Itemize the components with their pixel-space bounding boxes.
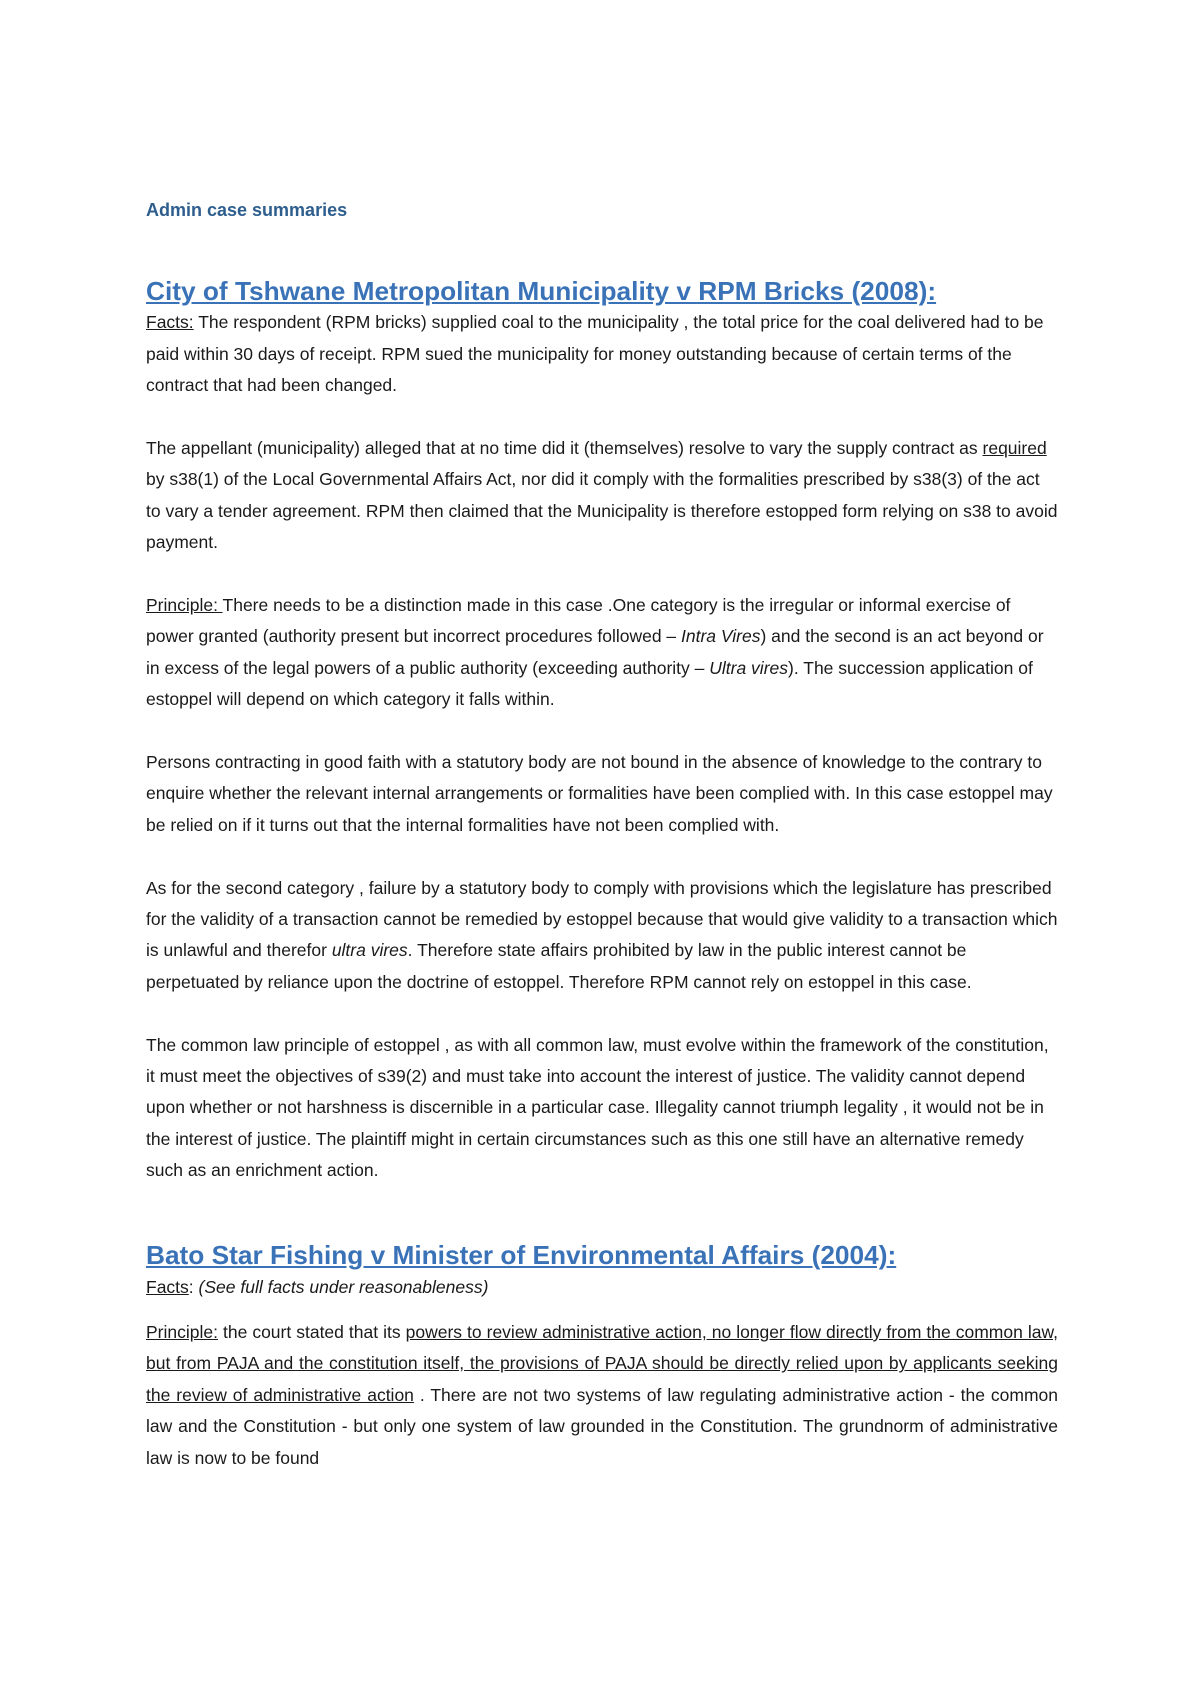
document-title: Admin case summaries <box>146 200 348 220</box>
paragraph-good-faith: Persons contracting in good faith with a statutory body are not bound in the absence of knowledge to the contrary to enquire whether the relevant internal arrangements or formalities have been complied with. In this case estoppel may be relied on if it turns out that the internal formalities have not been complied with. <box>146 752 1053 835</box>
paragraph-second-category <box>146 873 1058 999</box>
paragraph-text: . Therefore state affairs prohibited by law in the public interest cannot be perpetuated by reliance upon the doctrine of estoppel. Therefore RPM cannot rely on estoppel in this case. <box>146 940 972 992</box>
underlined-required: required <box>982 438 1047 459</box>
principle-label: Principle: <box>146 595 223 616</box>
paragraph-text: There needs to be a distinction made in this case .One category is the irregular or informal exercise of power granted (authority present but incorrect procedures followed – <box>146 595 1011 647</box>
paragraph-text: ). The succession application of estoppel will depend on which category it falls within. <box>146 657 1033 710</box>
paragraph-facts-tshwane <box>146 307 1058 401</box>
paragraph-principle-bato <box>146 1317 1058 1474</box>
paragraph-principle-tshwane <box>146 590 1058 716</box>
paragraph-text: The appellant (municipality) alleged that at no time did it (themselves) resolve to vary the supply contract as <box>146 438 983 459</box>
case-title-tshwane: City of Tshwane Metropolitan Municipality v RPM Bricks (2008): <box>146 276 937 306</box>
paragraph-text: the court stated that its <box>217 1321 406 1342</box>
underlined-principle: powers to review administrative action, no longer flow directly from the common law, but from PAJA and the constitution itself, the provisions of PAJA should be directly relied upon by applicants seeking the review of administrative action <box>146 1321 1058 1405</box>
paragraph-text: by s38(1) of the Local Governmental Affairs Act, nor did it comply with the formalities prescribed by s38(3) of the act to vary a tender agreement. RPM then claimed that the Municipality is therefore estopped form relying on s38 to avoid payment. <box>146 469 1058 553</box>
facts-text: (See full facts under reasonableness) <box>198 1276 489 1297</box>
paragraph-text: ) and the second is an act beyond or in excess of the legal powers of a public authority (exceeding authority – <box>146 626 1044 678</box>
paragraph-appellant <box>146 433 1058 559</box>
case-bato-star <box>146 1240 1058 1474</box>
case-tshwane-v-rpm <box>146 276 1058 1187</box>
section-spacer <box>146 1187 1058 1209</box>
facts-text: The respondent (RPM bricks) supplied coal to the municipality , the total price for the coal delivered had to be paid within 30 days of receipt. RPM sued the municipality for money outstanding because of certain terms of the contract that had been changed. <box>146 312 1044 396</box>
paragraph-facts-bato <box>146 1272 1058 1303</box>
case-title-bato-star: Bato Star Fishing v Minister of Environmental Affairs (2004): <box>146 1240 897 1271</box>
document-body <box>146 196 1058 1474</box>
section-spacer <box>146 1209 1058 1240</box>
facts-label: Facts <box>146 1276 189 1297</box>
facts-colon: : <box>188 1276 199 1297</box>
facts-label: Facts: <box>146 312 194 333</box>
principle-label: Principle: <box>146 1321 218 1342</box>
paragraph-text: . There are not two systems of law regulating administrative action - the common law and the Constitution - but only one system of law grounded in the Constitution. The grundnorm of administrative law is now to be found <box>146 1384 1059 1468</box>
italic-ultra-vires: ultra vires <box>331 940 408 961</box>
paragraph-text: As for the second category , failure by a statutory body to comply with provisions which the legislature has prescribed for the validity of a transaction cannot be remedied by estoppel because that would give validity to a transaction which is unlawful and therefor <box>146 877 1058 961</box>
italic-ultra-vires: Ultra vires <box>709 657 789 678</box>
paragraph-common-law: The common law principle of estoppel , as with all common law, must evolve within the framework of the constitution, it must meet the objectives of s39(2) and must take into account the interest of justice. The validity cannot depend upon whether or not harshness is discernible in a particular case. Illegality cannot triumph legality , it would not be in the interest of justice. The plaintiff might in certain circumstances such as this one still have an alternative remedy such as an enrichment action. <box>146 1034 1049 1181</box>
italic-intra-vires: Intra Vires <box>681 626 761 647</box>
